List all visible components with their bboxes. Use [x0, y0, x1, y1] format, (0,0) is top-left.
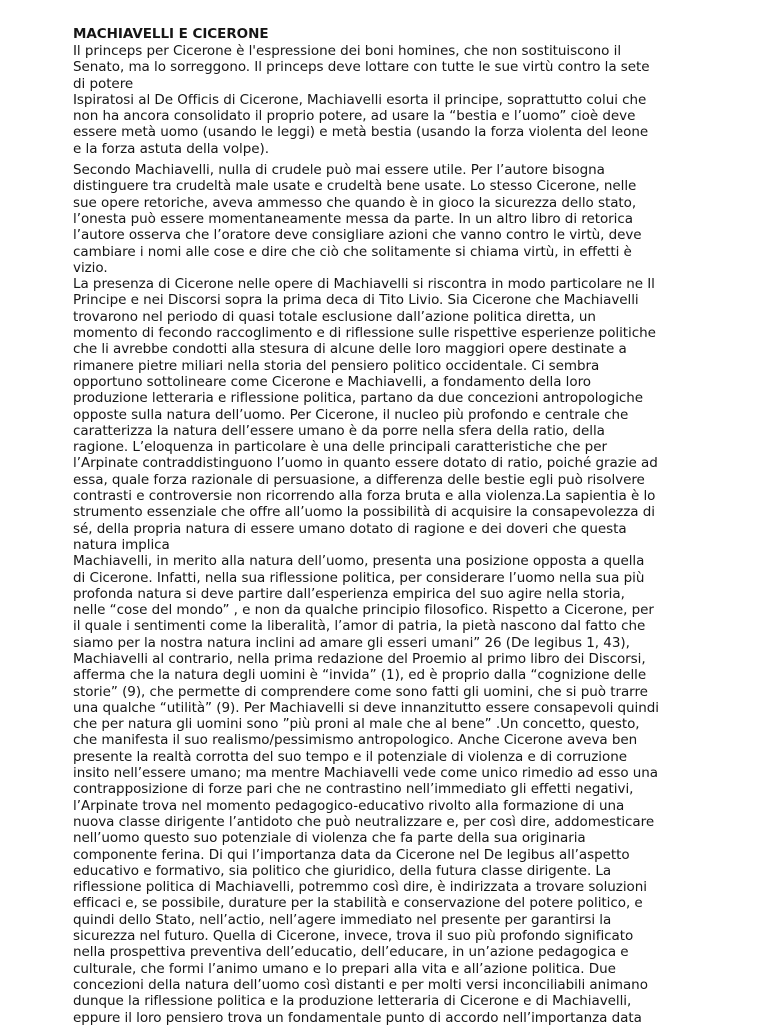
- paragraph-intro: Il princeps per Cicerone è l'espressione dei boni homines, che non sostituiscono il Senato, ma lo sorreggono. Il princeps deve lottare con tutte le sue virtù contro la sete di potere Ispiratosi al De Officis di Cicerone, Machiavelli esorta il principe, soprattutto colui che non ha ancora consolidato il proprio potere, ad usare la “bestia e l’uomo” cioè deve essere metà uomo (usando le leggi) e metà bestia (usando la forza violenta del leone e la forza astuta della volpe).: [73, 43, 650, 157]
- paragraph-body: Secondo Machiavelli, nulla di crudele può mai essere utile. Per l’autore bisogna distinguere tra crudeltà male usate e crudeltà bene usate. Lo stesso Cicerone, nelle sue opere retoriche, aveva ammesso che quando è in gioco la sicurezza dello stato, l’onesta può essere momentaneamente messa da parte. In un altro libro di retorica l’autore osserva che l’oratore deve consigliare azioni che vanno contro le virtù, deve cambiare i nomi alle cose e dire che ciò che solitamente si chiama virtù, in effetti è vizio. La presenza di Cicerone nelle opere di Machiavelli si riscontra in modo particolare ne Il Principe e nei Discorsi sopra la prima deca di Tito Livio. Sia Cicerone che Machiavelli trovarono nel periodo di quasi totale esclusione dall’azione politica diretta, un momento di fecondo raccoglimento e di riflessione sulle rispettive esperienze politiche che li avrebbe condotti alla stesura di alcune delle loro maggiori opere destinate a rimanere pietre miliari nella storia del pensiero politico occidentale. Ci sembra opportuno sottolineare come Cicerone e Machiavelli, a fondamento della loro produzione letteraria e riflessione politica, partano da due concezioni antropologiche opposte sulla natura dell’uomo. Per Cicerone, il nucleo più profondo e centrale che caratterizza la natura dell’essere umano è da porre nella sfera della ratio, della ragione. L’eloquenza in particolare è una delle principali caratteristiche che per l’Arpinate contraddistinguono l’uomo in quanto essere dotato di ratio, poiché grazie ad essa, quale forza razionale di persuasione, a differenza delle bestie egli può risolvere contrasti e controversie non ricorrendo alla forza bruta e alla violenza.La sapientia è lo strumento essenziale che offre all’uomo la possibilità di acquisire la consapevolezza di sé, della propria natura di essere umano dotato di ragione e dei doveri che questa natura implica Machiavelli, in merito alla natura dell’uomo, presenta una posizione opposta a quella di Cicerone. Infatti, nella sua riflessione politica, per considerare l’uomo nella sua più profonda natura si deve partire dall’esperienza empirica del suo agire nella storia, nelle “cose del mondo” , e non da qualche principio filosofico. Rispetto a Cicerone, per il quale i sentimenti come la liberalità, l’amor di patria, la pietà nascono dal fatto che siamo per la nostra natura inclini ad amare gli esseri umani” 26 (De legibus 1, 43), Machiavelli al contrario, nella prima redazione del Proemio al primo libro dei Discorsi, afferma che la natura degli uomini è “invida” (1), ed è proprio dalla “cognizione delle storie” (9), che permette di comprendere come sono fatti gli uomini, che si può trarre una qualche “utilità” (9). Per Machiavelli si deve innanzitutto essere consapevoli quindi che per natura gli uomini sono ”più proni al male che al bene” .Un concetto, questo, che manifesta il suo realismo/pessimismo antropologico. Anche Cicerone aveva ben presente la realtà corrotta del suo tempo e il potenziale di violenza e di corruzione insito nell’essere umano; ma mentre Machiavelli vede come unico rimedio ad esso una contrapposizione di forze pari che ne contrastino nell’immediato gli effetti negativi, l’Arpinate trova nel momento pedagogico-educativo rivolto alla formazione di una nuova classe dirigente l’antidoto che può neutralizzare e, per così dire, addomesticare nell’uomo questo suo potenziale di violenza che fa parte della sua originaria componente ferina. Di qui l’importanza data da Cicerone nel De legibus all’aspetto educativo e formativo, sia politico che giuridico, della futura classe dirigente. La riflessione politica di Machiavelli, potremmo così dire, è indirizzata a trovare soluzioni efficaci e, se possibile, durature per la stabilità e conservazione del potere politico, e quindi dello Stato, nell’actio, nell’agere immediato nel presente per garantirsi la sicurezza nel futuro. Quella di Cicerone, invece, trova il suo più profondo significato nella prospettiva preventiva dell’educatio, dell’educare, in un’azione pedagogica e culturale, che formi l’animo umano e lo prepari alla vita e all’azione politica. Due concezioni della natura dell’uomo così distanti e per molti versi inconciliabili animano dunque la riflessione politica e la produzione letteraria di Cicerone e di Machiavelli, eppure il loro pensiero trova un fondamentale punto di accordo nell’importanza data: [73, 162, 659, 1026]
- document-title: MACHIAVELLI E CICERONE: [73, 26, 269, 42]
